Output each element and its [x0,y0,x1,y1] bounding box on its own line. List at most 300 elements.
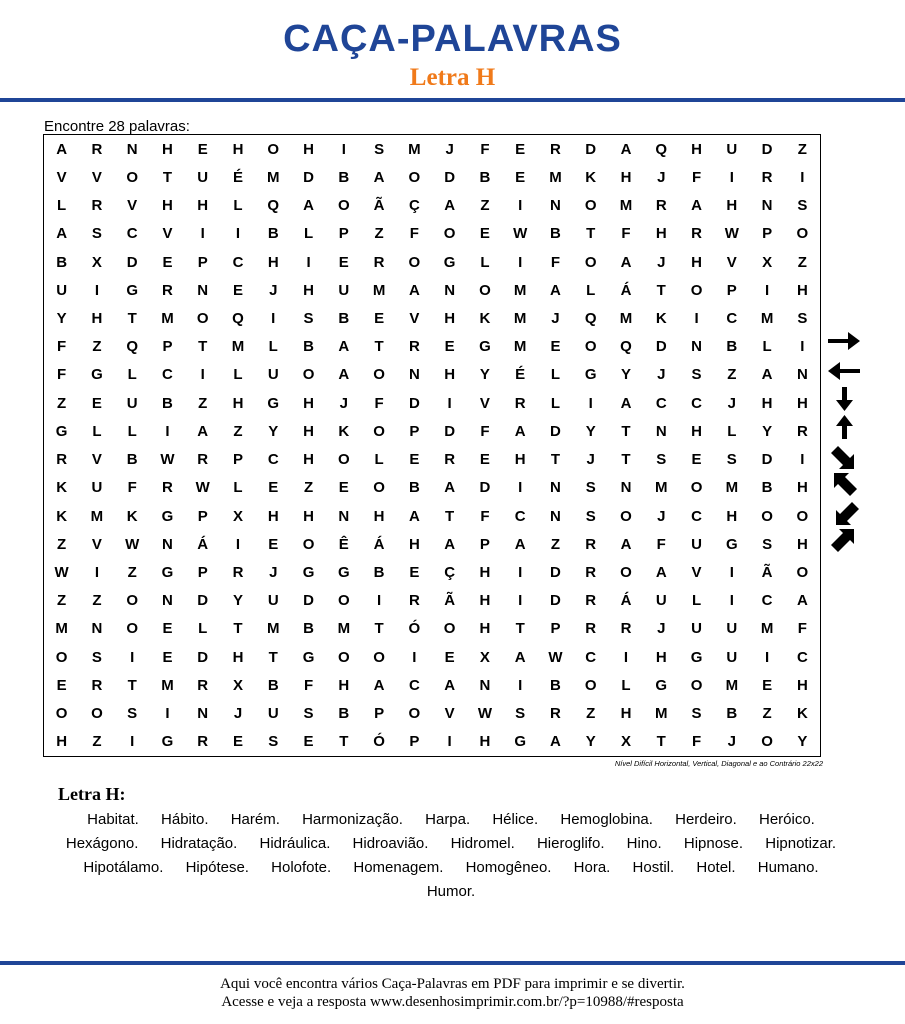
grid-cell: O [620,564,632,582]
word-list-title: Letra H: [58,784,126,804]
grid-cell: H [655,648,667,666]
grid-cell: O [337,451,350,469]
grid-cell: G [443,253,456,271]
grid-cell: Y [762,422,773,440]
grid-cell: T [374,338,384,356]
word-list-item: Humano. [757,859,819,876]
grid-cell: H [56,733,68,751]
grid-cell: H [303,422,314,440]
grid-cell: L [268,338,278,356]
word-list-item: Hostil. [632,859,675,876]
grid-cell: A [444,676,456,694]
word-list-item: Harpa. [425,811,471,828]
grid-cell: U [91,479,103,497]
grid-cell: E [91,394,102,412]
grid-cell: U [691,620,702,638]
grid-cell: S [656,451,667,469]
grid-cell: T [127,676,137,694]
grid-cell: O [302,535,315,553]
grid-cell: Á [620,592,632,610]
grid-cell: M [161,676,174,694]
grid-cell: F [480,140,490,158]
word-list-item: Hidromel. [450,835,515,852]
grid-cell: R [620,620,632,638]
footer-line-1: Aqui você encontra vários Caça-Palavras em PDF para imprimir e se divertir. [220,976,685,992]
grid-cell: Y [797,733,808,751]
grid-cell: D [655,338,667,356]
grid-cell: D [585,140,597,158]
grid-cell: R [232,564,244,582]
grid-cell: N [408,366,420,384]
grid-cell: G [690,648,703,666]
grid-cell: M [90,507,104,525]
grid-cell: B [373,564,385,582]
word-list-item: Hora. [573,859,611,876]
grid-cell: O [690,676,703,694]
grid-cell: F [127,479,137,497]
grid-cell: Z [480,197,490,215]
grid-cell: B [408,479,420,497]
grid-cell: M [513,281,527,299]
footer-line-2: Acesse e veja a resposta www.desenhosimprimir.com.br/?p=10988/#resposta [221,994,684,1010]
grid-cell: Á [373,535,385,553]
grid-cell: M [267,168,280,186]
grid-cell: S [91,225,102,243]
grid-cell: Ê [338,535,349,553]
grid-cell: R [796,422,808,440]
word-list-item: Hidratação. [160,835,238,852]
grid-cell: H [726,197,738,215]
word-list-item: Holofote. [271,859,332,876]
grid-cell: H [726,507,738,525]
grid-cell: T [515,620,525,638]
grid-cell: R [408,338,420,356]
grid-cell: S [797,309,808,327]
grid-cell: Ç [408,197,420,215]
grid-cell: R [514,394,526,412]
grid-cell: R [91,140,103,158]
grid-cell: R [761,168,773,186]
grid-cell: K [56,507,68,525]
grid-cell: H [408,535,420,553]
grid-cell: W [195,479,210,497]
grid-cell: Z [57,592,67,610]
grid-cell: Ã [373,197,385,215]
grid-cell: H [267,253,279,271]
grid-cell: I [377,592,382,610]
grid-cell: F [691,733,702,751]
grid-cell: B [726,705,738,723]
grid-cell: M [267,620,280,638]
grid-cell: J [657,168,666,186]
grid-cell: S [726,451,737,469]
grid-cell: C [232,253,244,271]
grid-cell: G [161,733,174,751]
arrow-down-right-icon [826,444,862,470]
word-list-item: Heróico. [758,811,815,828]
grid-cell: E [691,451,702,469]
grid-cell: E [303,733,314,751]
grid-cell: H [197,197,209,215]
grid-cell: W [54,564,69,582]
word-list-item: Hipotálamo. [83,859,164,876]
grid-cell: G [337,564,350,582]
grid-cell: H [796,535,808,553]
grid-cell: N [691,338,702,356]
grid-cell: U [726,648,738,666]
grid-cell: A [620,535,632,553]
grid-cell: D [761,140,773,158]
grid-cell: O [443,620,456,638]
grid-cell: M [619,197,633,215]
grid-cell: D [126,253,138,271]
grid-cell: O [408,168,421,186]
grid-cell: K [56,479,68,497]
grid-cell: R [373,253,385,271]
arrow-up-right-icon [826,528,862,554]
grid-cell: V [444,705,455,723]
grid-cell: I [130,733,135,751]
grid-cell: Ó [408,620,421,638]
grid-cell: O [796,507,809,525]
grid-cell: N [655,422,667,440]
grid-cell: U [267,705,279,723]
grid-cell: I [447,733,452,751]
grid-cell: M [760,620,774,638]
grid-cell: S [762,535,773,553]
grid-cell: I [130,648,135,666]
grid-cell: H [691,422,702,440]
grid-cell: H [479,592,491,610]
grid-cell: E [409,451,420,469]
grid-cell: O [267,140,280,158]
grid-cell: M [619,309,633,327]
word-list-item: Hidráulica. [259,835,331,852]
page-subtitle: Letra H [409,64,496,91]
grid-cell: I [800,338,805,356]
grid-cell: L [233,197,243,215]
grid-cell: H [162,140,173,158]
grid-cell: V [691,564,702,582]
grid-cell: X [620,733,631,751]
grid-cell: F [797,620,807,638]
grid-cell: V [162,225,173,243]
grid-cell: A [550,733,561,751]
grid-cell: N [126,140,138,158]
grid-cell: F [621,225,631,243]
grid-cell: L [550,394,561,412]
grid-cell: C [796,648,808,666]
grid-cell: I [694,309,699,327]
arrow-left-icon [826,358,862,384]
grid-cell: E [409,564,420,582]
grid-cell: A [691,197,702,215]
grid-cell: K [796,705,808,723]
grid-cell: F [550,253,561,271]
grid-cell: C [691,507,702,525]
instructions: Encontre 28 palavras: [44,118,190,135]
grid-cell: D [303,592,314,610]
grid-cell: H [691,140,702,158]
grid-cell: F [57,366,67,384]
grid-cell: V [91,535,102,553]
grid-cell: M [161,309,174,327]
grid-cell: P [374,705,385,723]
word-list-item: Hidroavião. [352,835,429,852]
grid-cell: B [162,394,173,412]
grid-cell: O [337,197,350,215]
grid-cell: R [197,451,209,469]
grid-cell: R [444,451,456,469]
grid-cell: H [479,564,491,582]
grid-cell: I [271,309,276,327]
grid-cell: P [479,535,490,553]
word-list-item: Hexágono. [65,835,139,852]
grid-cell: Z [233,422,243,440]
grid-cell: I [518,676,523,694]
grid-cell: O [373,422,385,440]
grid-cell: V [479,394,490,412]
grid-cell: F [374,394,384,412]
grid-cell: A [56,140,68,158]
grid-cell: O [126,592,138,610]
grid-cell: F [480,507,490,525]
grid-cell: E [374,309,385,327]
grid-cell: E [444,648,455,666]
grid-cell: S [127,705,138,723]
grid-cell: G [302,648,315,666]
grid-cell: I [800,451,805,469]
grid-cell: E [56,676,67,694]
grid-cell: S [585,507,596,525]
grid-cell: J [657,507,666,525]
grid-cell: E [232,733,243,751]
grid-cell: G [161,507,174,525]
grid-cell: P [409,733,420,751]
grid-cell: P [197,564,208,582]
grid-cell: D [444,168,456,186]
grid-cell: W [125,535,140,553]
grid-cell: E [479,225,490,243]
word-list-item: Homenagem. [353,859,444,876]
word-search-grid [43,134,821,757]
grid-cell: T [621,451,631,469]
grid-cell: G [267,394,280,412]
grid-cell: O [796,225,809,243]
grid-cell: R [56,451,68,469]
grid-cell: J [657,366,666,384]
grid-cell: Z [57,394,67,412]
grid-cell: B [338,705,350,723]
grid-cell: T [621,422,631,440]
grid-cell: I [729,592,734,610]
grid-cell: U [197,168,209,186]
grid-cell: G [725,535,738,553]
grid-cell: C [655,394,667,412]
grid-cell: J [269,281,278,299]
grid-cell: P [550,620,561,638]
grid-cell: R [585,535,597,553]
grid-cell: C [585,648,597,666]
word-list-item: Hemoglobina. [560,811,653,828]
grid-cell: L [727,422,737,440]
grid-cell: L [127,422,137,440]
grid-cell: Á [620,281,632,299]
grid-cell: G [479,338,491,356]
grid-cell: J [727,394,736,412]
grid-cell: I [588,394,593,412]
grid-cell: U [726,140,738,158]
grid-cell: F [656,535,666,553]
grid-cell: E [550,338,561,356]
grid-cell: Á [197,535,209,553]
grid-cell: M [549,168,562,186]
grid-cell: A [655,564,667,582]
grid-cell: C [726,309,738,327]
direction-legend [826,328,866,558]
grid-cell: B [550,676,561,694]
grid-cell: W [477,705,492,723]
word-list-item: Herdeiro. [675,811,737,828]
grid-cell: H [303,394,314,412]
grid-cell: N [162,592,173,610]
grid-cell: U [56,281,68,299]
grid-cell: X [232,507,243,525]
grid-cell: S [268,733,279,751]
grid-cell: I [200,225,205,243]
grid-cell: Z [797,253,807,271]
grid-cell: I [518,253,523,271]
grid-cell: I [165,705,170,723]
grid-cell: T [233,620,243,638]
grid-cell: R [585,564,597,582]
grid-cell: K [338,422,350,440]
grid-cell: H [162,197,173,215]
grid-cell: B [338,168,350,186]
grid-cell: M [760,309,774,327]
grid-cell: H [796,479,808,497]
grid-cell: O [479,281,491,299]
arrow-down-left-icon [826,500,862,526]
grid-cell: M [372,281,386,299]
grid-cell: C [267,451,279,469]
grid-cell: L [762,338,772,356]
grid-cell: N [796,366,808,384]
grid-cell: E [338,253,349,271]
grid-cell: L [127,366,137,384]
grid-cell: I [518,197,523,215]
grid-cell: F [303,676,314,694]
grid-cell: H [444,366,456,384]
grid-cell: D [303,168,314,186]
grid-cell: G [161,564,174,582]
grid-cell: U [691,535,702,553]
grid-cell: L [57,197,67,215]
grid-cell: O [584,197,597,215]
grid-cell: J [269,564,278,582]
word-list-item: Humor. [426,883,476,900]
grid-cell: A [373,676,385,694]
grid-cell: E [268,535,279,553]
grid-cell: N [550,479,561,497]
grid-cell: R [162,479,173,497]
grid-cell: L [233,366,243,384]
grid-cell: T [198,338,208,356]
grid-cell: H [691,253,702,271]
word-list-item: Hipnotizar. [765,835,837,852]
grid-cell: Y [479,366,490,384]
grid-cell: E [268,479,279,497]
grid-cell: I [518,564,523,582]
grid-cell: H [620,705,632,723]
grid-cell: O [373,366,385,384]
grid-cell: W [513,225,528,243]
grid-cell: Z [303,479,314,497]
grid-cell: B [126,451,138,469]
grid-cell: J [657,620,666,638]
grid-cell: A [761,366,773,384]
grid-cell: H [232,394,244,412]
grid-cell: E [162,620,173,638]
grid-cell: T [656,733,666,751]
grid-cell: R [197,733,209,751]
grid-cell: A [514,648,526,666]
grid-cell: Z [550,535,561,553]
grid-cell: S [303,705,314,723]
grid-cell: H [479,733,491,751]
grid-cell: G [91,366,103,384]
grid-cell: R [655,197,667,215]
grid-cell: J [727,733,736,751]
grid-cell: Q [267,197,280,215]
grid-cell: P [409,422,420,440]
grid-cell: N [550,507,561,525]
grid-cell: Z [198,394,208,412]
word-list [58,808,844,904]
grid-cell: J [551,309,560,327]
grid-cell: B [761,479,773,497]
grid-cell: I [800,168,805,186]
grid-cell: R [408,592,420,610]
grid-cell: B [303,620,314,638]
top-divider [0,98,905,102]
grid-cell: H [444,309,456,327]
grid-cell: D [550,422,561,440]
grid-cell: H [514,451,526,469]
grid-cell: S [797,197,808,215]
grid-cell: G [655,676,668,694]
grid-cell: A [303,197,314,215]
grid-cell: J [445,140,454,158]
grid-cell: N [197,281,209,299]
grid-cell: O [690,281,703,299]
grid-cell: Z [57,535,67,553]
grid-cell: U [267,592,279,610]
grid-cell: J [339,394,348,412]
grid-cell: O [443,225,456,243]
grid-cell: B [303,338,314,356]
grid-cell: I [94,281,99,299]
grid-cell: Y [585,733,596,751]
grid-cell: E [762,676,773,694]
grid-cell: O [690,479,703,497]
grid-cell: J [233,705,243,723]
grid-cell: T [445,507,455,525]
grid-cell: I [623,648,629,666]
grid-cell: H [303,281,314,299]
grid-cell: H [796,676,808,694]
grid-cell: A [620,140,632,158]
